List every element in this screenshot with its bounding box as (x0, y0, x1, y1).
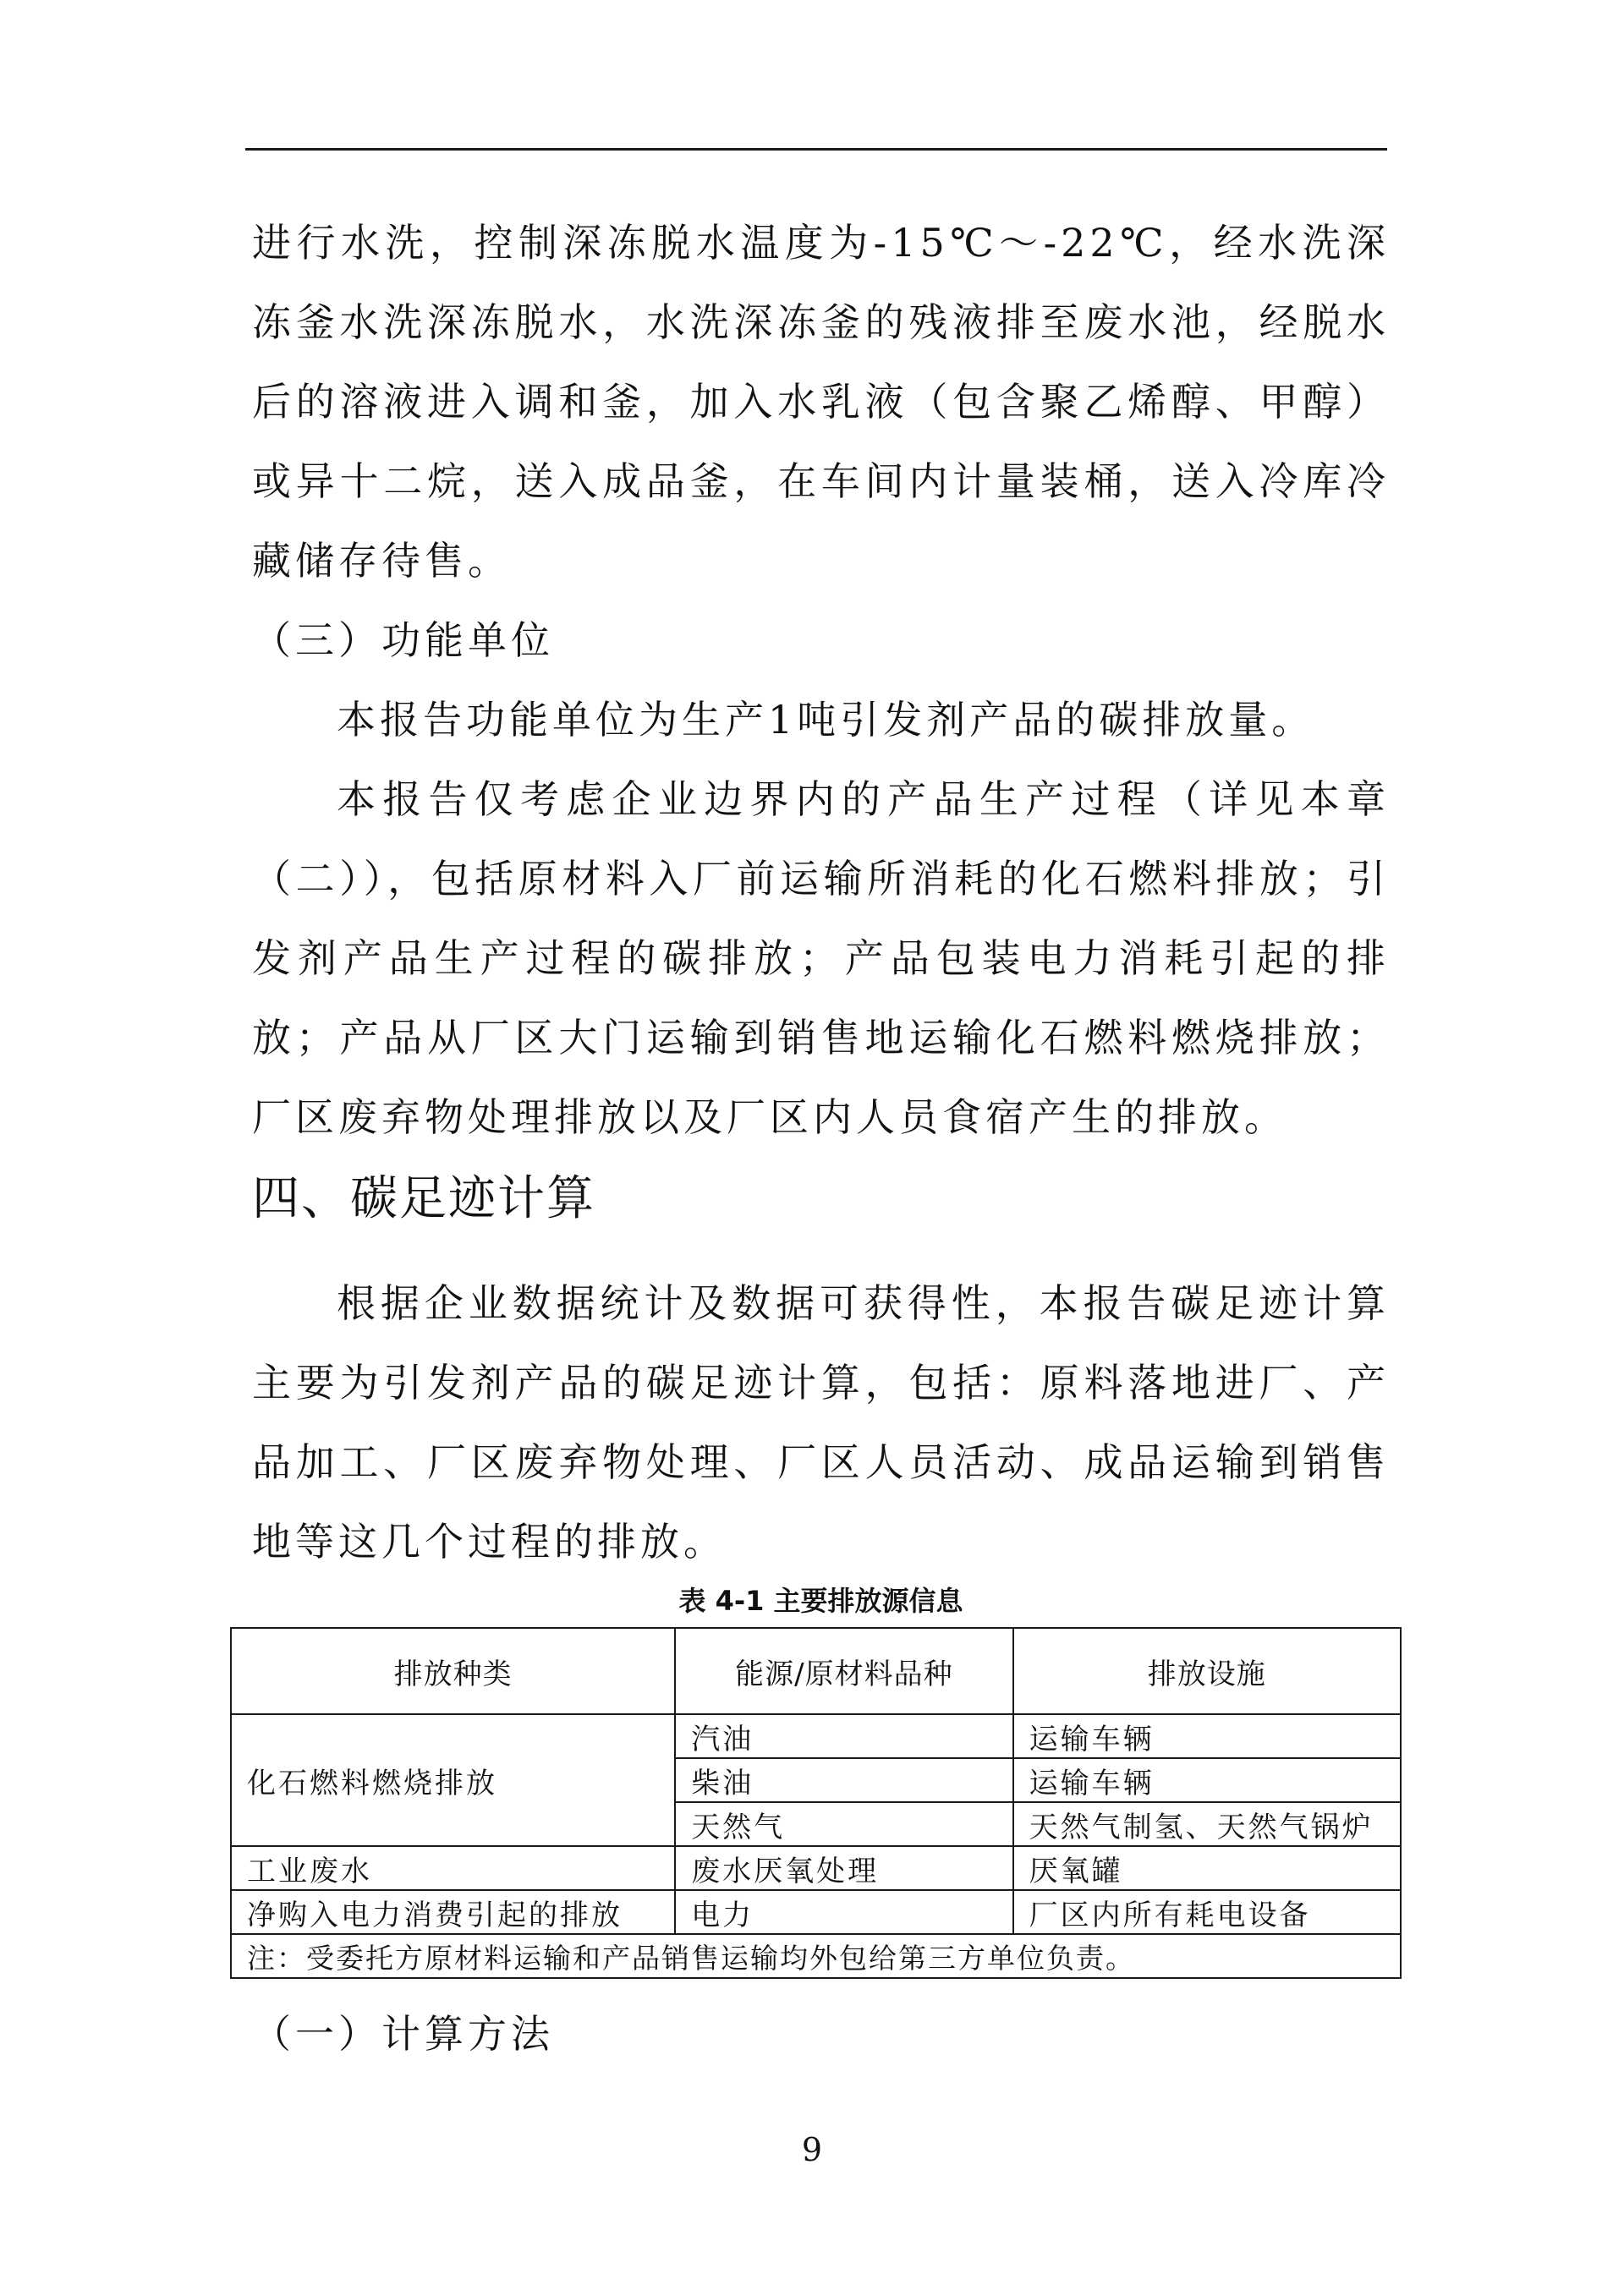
cell-type: 净购入电力消费引起的排放 (231, 1890, 675, 1934)
subsection-functional-unit-title: （三）功能单位 (252, 617, 554, 663)
cell-source: 汽油 (675, 1714, 1012, 1758)
cell-source: 天然气 (675, 1802, 1012, 1846)
cell-facility: 天然气制氢、天然气锅炉 (1013, 1802, 1401, 1846)
table-note: 注：受委托方原材料运输和产品销售运输均外包给第三方单位负责。 (231, 1934, 1401, 1978)
page-number: 9 (801, 2131, 823, 2168)
table-header-row (231, 1628, 1401, 1714)
paragraph-process-continued: 进行水洗，控制深冻脱水温度为-15℃～-22℃，经水洗深冻釜水洗深冻脱水，水洗深冻釜的残液排至废水池，经脱水后的溶液进入调和釜，加入水乳液（包含聚乙烯醇、甲醇）或异十二烷，送入成品釜，在车间内计量装桶，送入冷库冷藏储存待售。 (252, 220, 1390, 584)
table-note-row (231, 1934, 1401, 1978)
cell-type-fossil-fuel: 化石燃料燃烧排放 (231, 1714, 675, 1846)
paragraph-system-boundary: 本报告仅考虑企业边界内的产品生产过程（详见本章（二）），包括原材料入厂前运输所消耗的化石燃料排放；引发剂产品生产过程的碳排放；产品包装电力消耗引起的排放；产品从厂区大门运输到销售地运输化石燃料燃烧排放；厂区废弃物处理排放以及厂区内人员食宿产生的排放。 (252, 776, 1390, 1140)
table-row (231, 1890, 1401, 1934)
section-title-carbon-footprint: 四、碳足迹计算 (252, 1171, 595, 1226)
cell-facility: 厂区内所有耗电设备 (1013, 1890, 1401, 1934)
table-row (231, 1846, 1401, 1890)
header-rule (245, 148, 1387, 151)
table-caption: 表 4-1 主要排放源信息 (678, 1585, 963, 1617)
page-content (247, 203, 1390, 2074)
paragraph-carbon-footprint-scope: 根据企业数据统计及数据可获得性，本报告碳足迹计算主要为引发剂产品的碳足迹计算，包括：原料落地进厂、产品加工、厂区废弃物处理、厂区人员活动、成品运输到销售地等这几个过程的排放。 (252, 1280, 1390, 1564)
cell-facility: 厌氧罐 (1013, 1846, 1401, 1890)
header-energy-material: 能源/原材料品种 (675, 1628, 1012, 1714)
header-emission-facility: 排放设施 (1013, 1628, 1401, 1714)
subsection-calculation-method-title: （一）计算方法 (252, 2011, 554, 2057)
paragraph-functional-unit: 本报告功能单位为生产1吨引发剂产品的碳排放量。 (337, 697, 1315, 743)
cell-source: 废水厌氧处理 (675, 1846, 1012, 1890)
cell-facility: 运输车辆 (1013, 1758, 1401, 1802)
header-emission-type: 排放种类 (231, 1628, 675, 1714)
cell-source: 柴油 (675, 1758, 1012, 1802)
table-row (231, 1714, 1401, 1758)
cell-type: 工业废水 (231, 1846, 675, 1890)
cell-facility: 运输车辆 (1013, 1714, 1401, 1758)
cell-source: 电力 (675, 1890, 1012, 1934)
emission-sources-table (230, 1627, 1402, 1979)
